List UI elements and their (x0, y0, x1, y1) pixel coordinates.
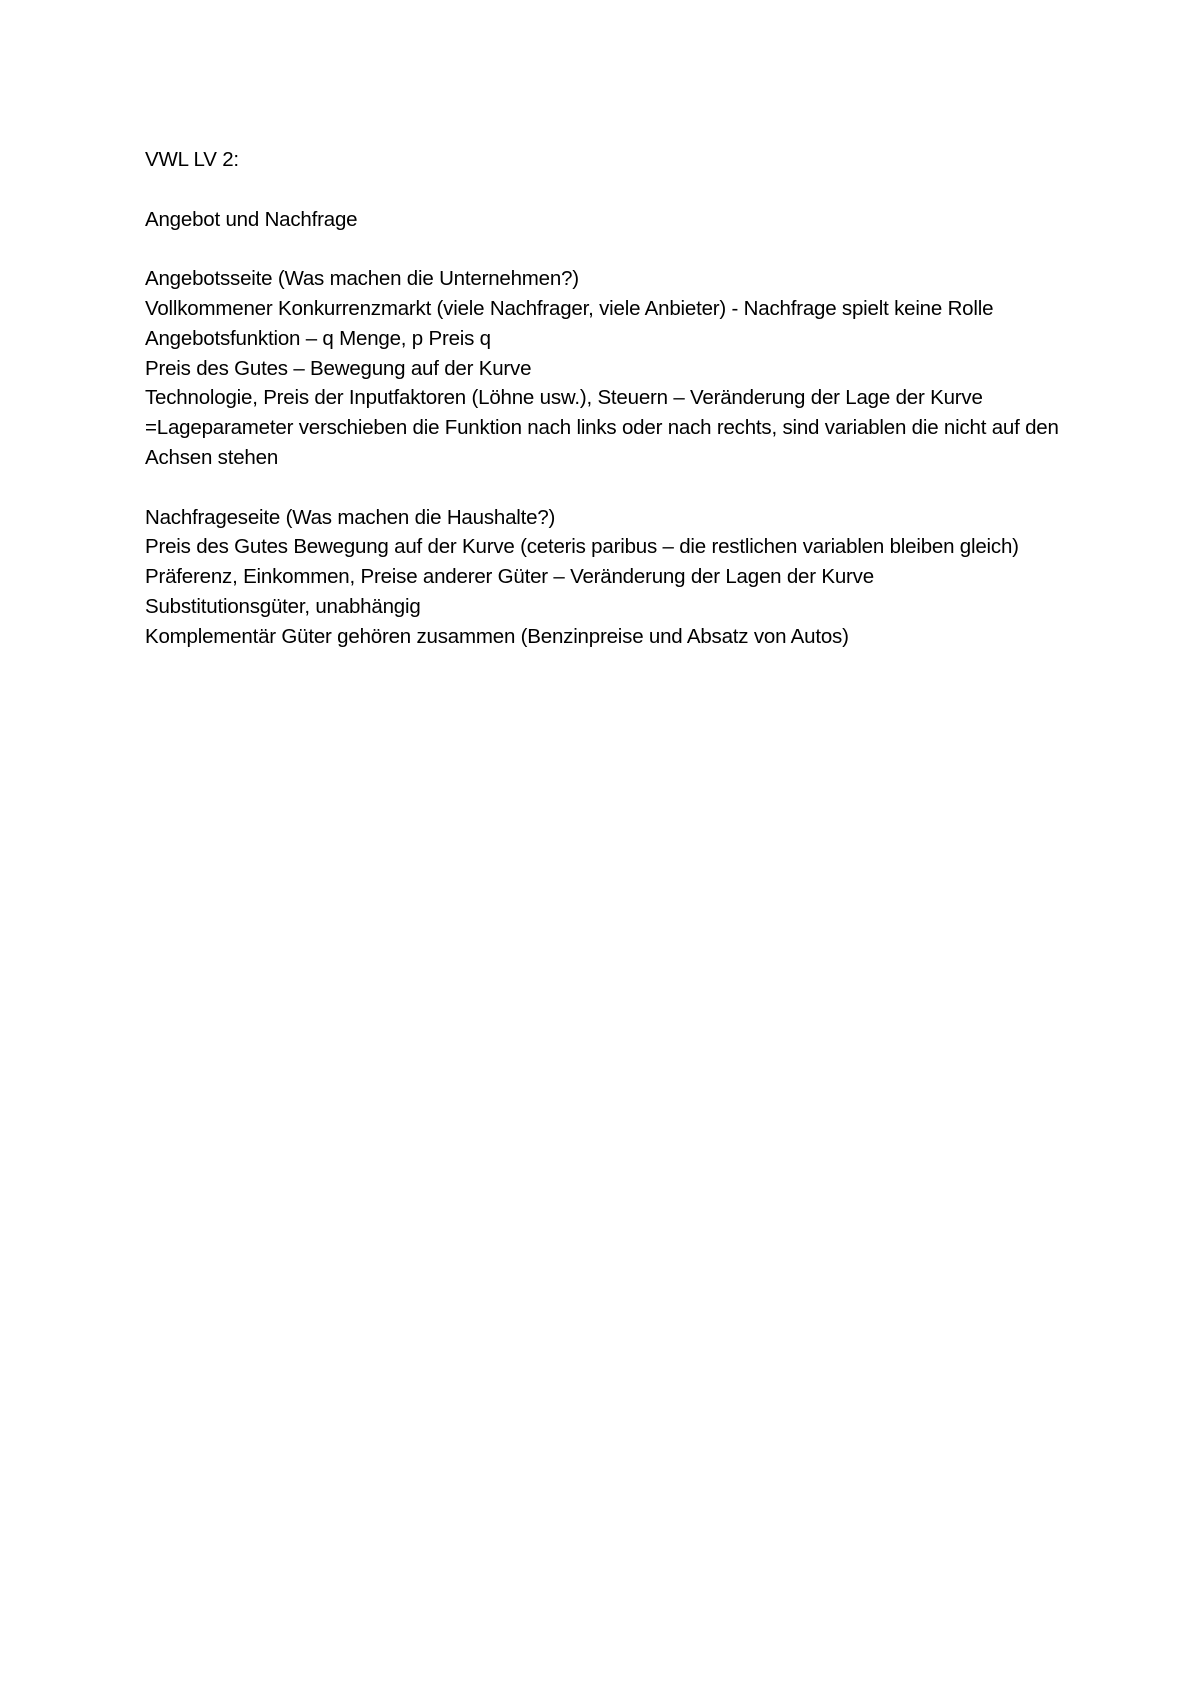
supply-side-heading: Angebotsseite (Was machen die Unternehmen?) (145, 267, 579, 291)
demand-line: Komplementär Güter gehören zusammen (Benzinpreise und Absatz von Autos) (145, 624, 849, 648)
supply-line: =Lageparameter verschieben die Funktion nach links oder nach rechts, sind variablen die nicht auf den Achsen stehen (145, 416, 1059, 469)
blank-line (145, 234, 1075, 264)
document-body (145, 145, 1075, 652)
document-title: VWL LV 2: (145, 148, 239, 171)
supply-line: Vollkommener Konkurrenzmarkt (viele Nachfrager, viele Anbieter) - Nachfrage spielt keine Rolle (145, 296, 994, 320)
demand-line: Substitutionsgüter, unabhängig (145, 594, 421, 618)
demand-side-heading: Nachfrageseite (Was machen die Haushalte?) (145, 505, 556, 529)
section-heading: Angebot und Nachfrage (145, 207, 358, 231)
supply-line: Technologie, Preis der Inputfaktoren (Löhne usw.), Steuern – Veränderung der Lage der Kurve (145, 386, 983, 410)
demand-line: Präferenz, Einkommen, Preise anderer Güter – Veränderung der Lagen der Kurve (145, 565, 874, 589)
blank-line (145, 175, 1075, 205)
supply-line: Angebotsfunktion – q Menge, p Preis q (145, 326, 491, 350)
demand-line: Preis des Gutes Bewegung auf der Kurve (ceteris paribus – die restlichen variablen bleiben gleich) (145, 535, 1019, 559)
supply-line: Preis des Gutes – Bewegung auf der Kurve (145, 356, 532, 380)
blank-line (145, 473, 1075, 503)
